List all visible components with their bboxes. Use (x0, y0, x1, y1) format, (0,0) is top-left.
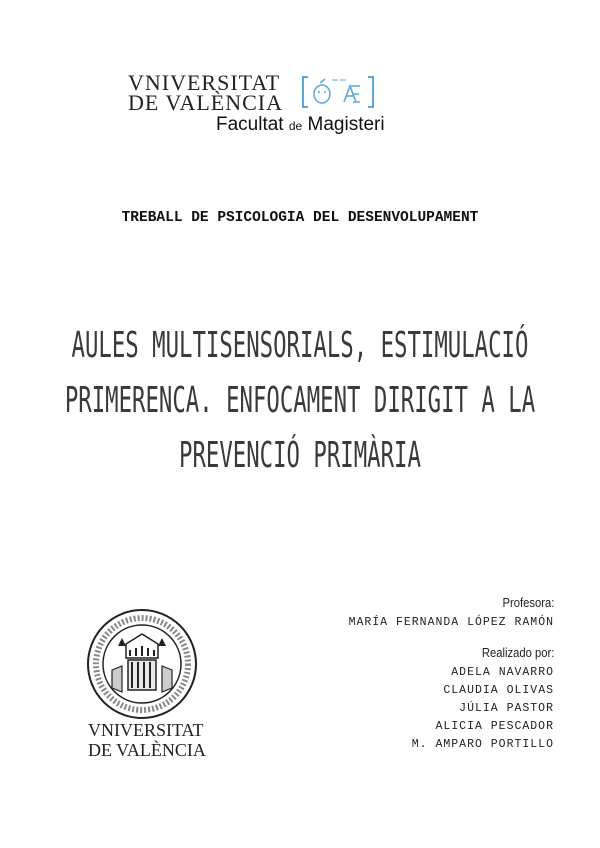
faculty-name (216, 114, 385, 136)
author-name: ADELA NAVARRO (451, 666, 554, 679)
author-name: JÚLIA PASTOR (459, 702, 554, 715)
author-name: M. AMPARO PORTILLO (411, 738, 554, 751)
credits-block (349, 596, 554, 754)
university-seal-icon (86, 608, 198, 720)
faculty-word-magisteri: Magisteri (307, 114, 385, 135)
university-name-bottom (88, 720, 206, 760)
professor-label: Profesora: (502, 596, 554, 610)
university-name-line1: VNIVERSITAT (128, 70, 281, 95)
professor-name: MARÍA FERNANDA LÓPEZ RAMÓN (348, 616, 554, 629)
author-name: ALICIA PESCADOR (435, 720, 554, 733)
faculty-word-facultat: Facultat (216, 114, 284, 135)
work-subject-title: TREBALL DE PSICOLOGIA DEL DESENVOLUPAMENT (121, 210, 479, 226)
authors-label: Realizado por: (481, 646, 554, 660)
university-bottom-line1: VNIVERSITAT (88, 720, 204, 740)
university-name-line2: DE VALÈNCIA (128, 90, 284, 115)
author-name: CLAUDIA OLIVAS (443, 684, 554, 697)
faculty-emblem-icon (300, 74, 376, 110)
faculty-word-de: de (288, 119, 303, 133)
main-title-line2: PRIMERENCA. ENFOCAMENT DIRIGIT A LA (64, 380, 536, 421)
university-header-logo (128, 70, 468, 145)
university-bottom-line2: DE VALÈNCIA (88, 740, 206, 760)
main-title (0, 318, 600, 483)
main-title-line3: PREVENCIÓ PRIMÀRIA (179, 435, 421, 476)
main-title-line1: AULES MULTISENSORIALS, ESTIMULACIÓ (71, 325, 529, 366)
